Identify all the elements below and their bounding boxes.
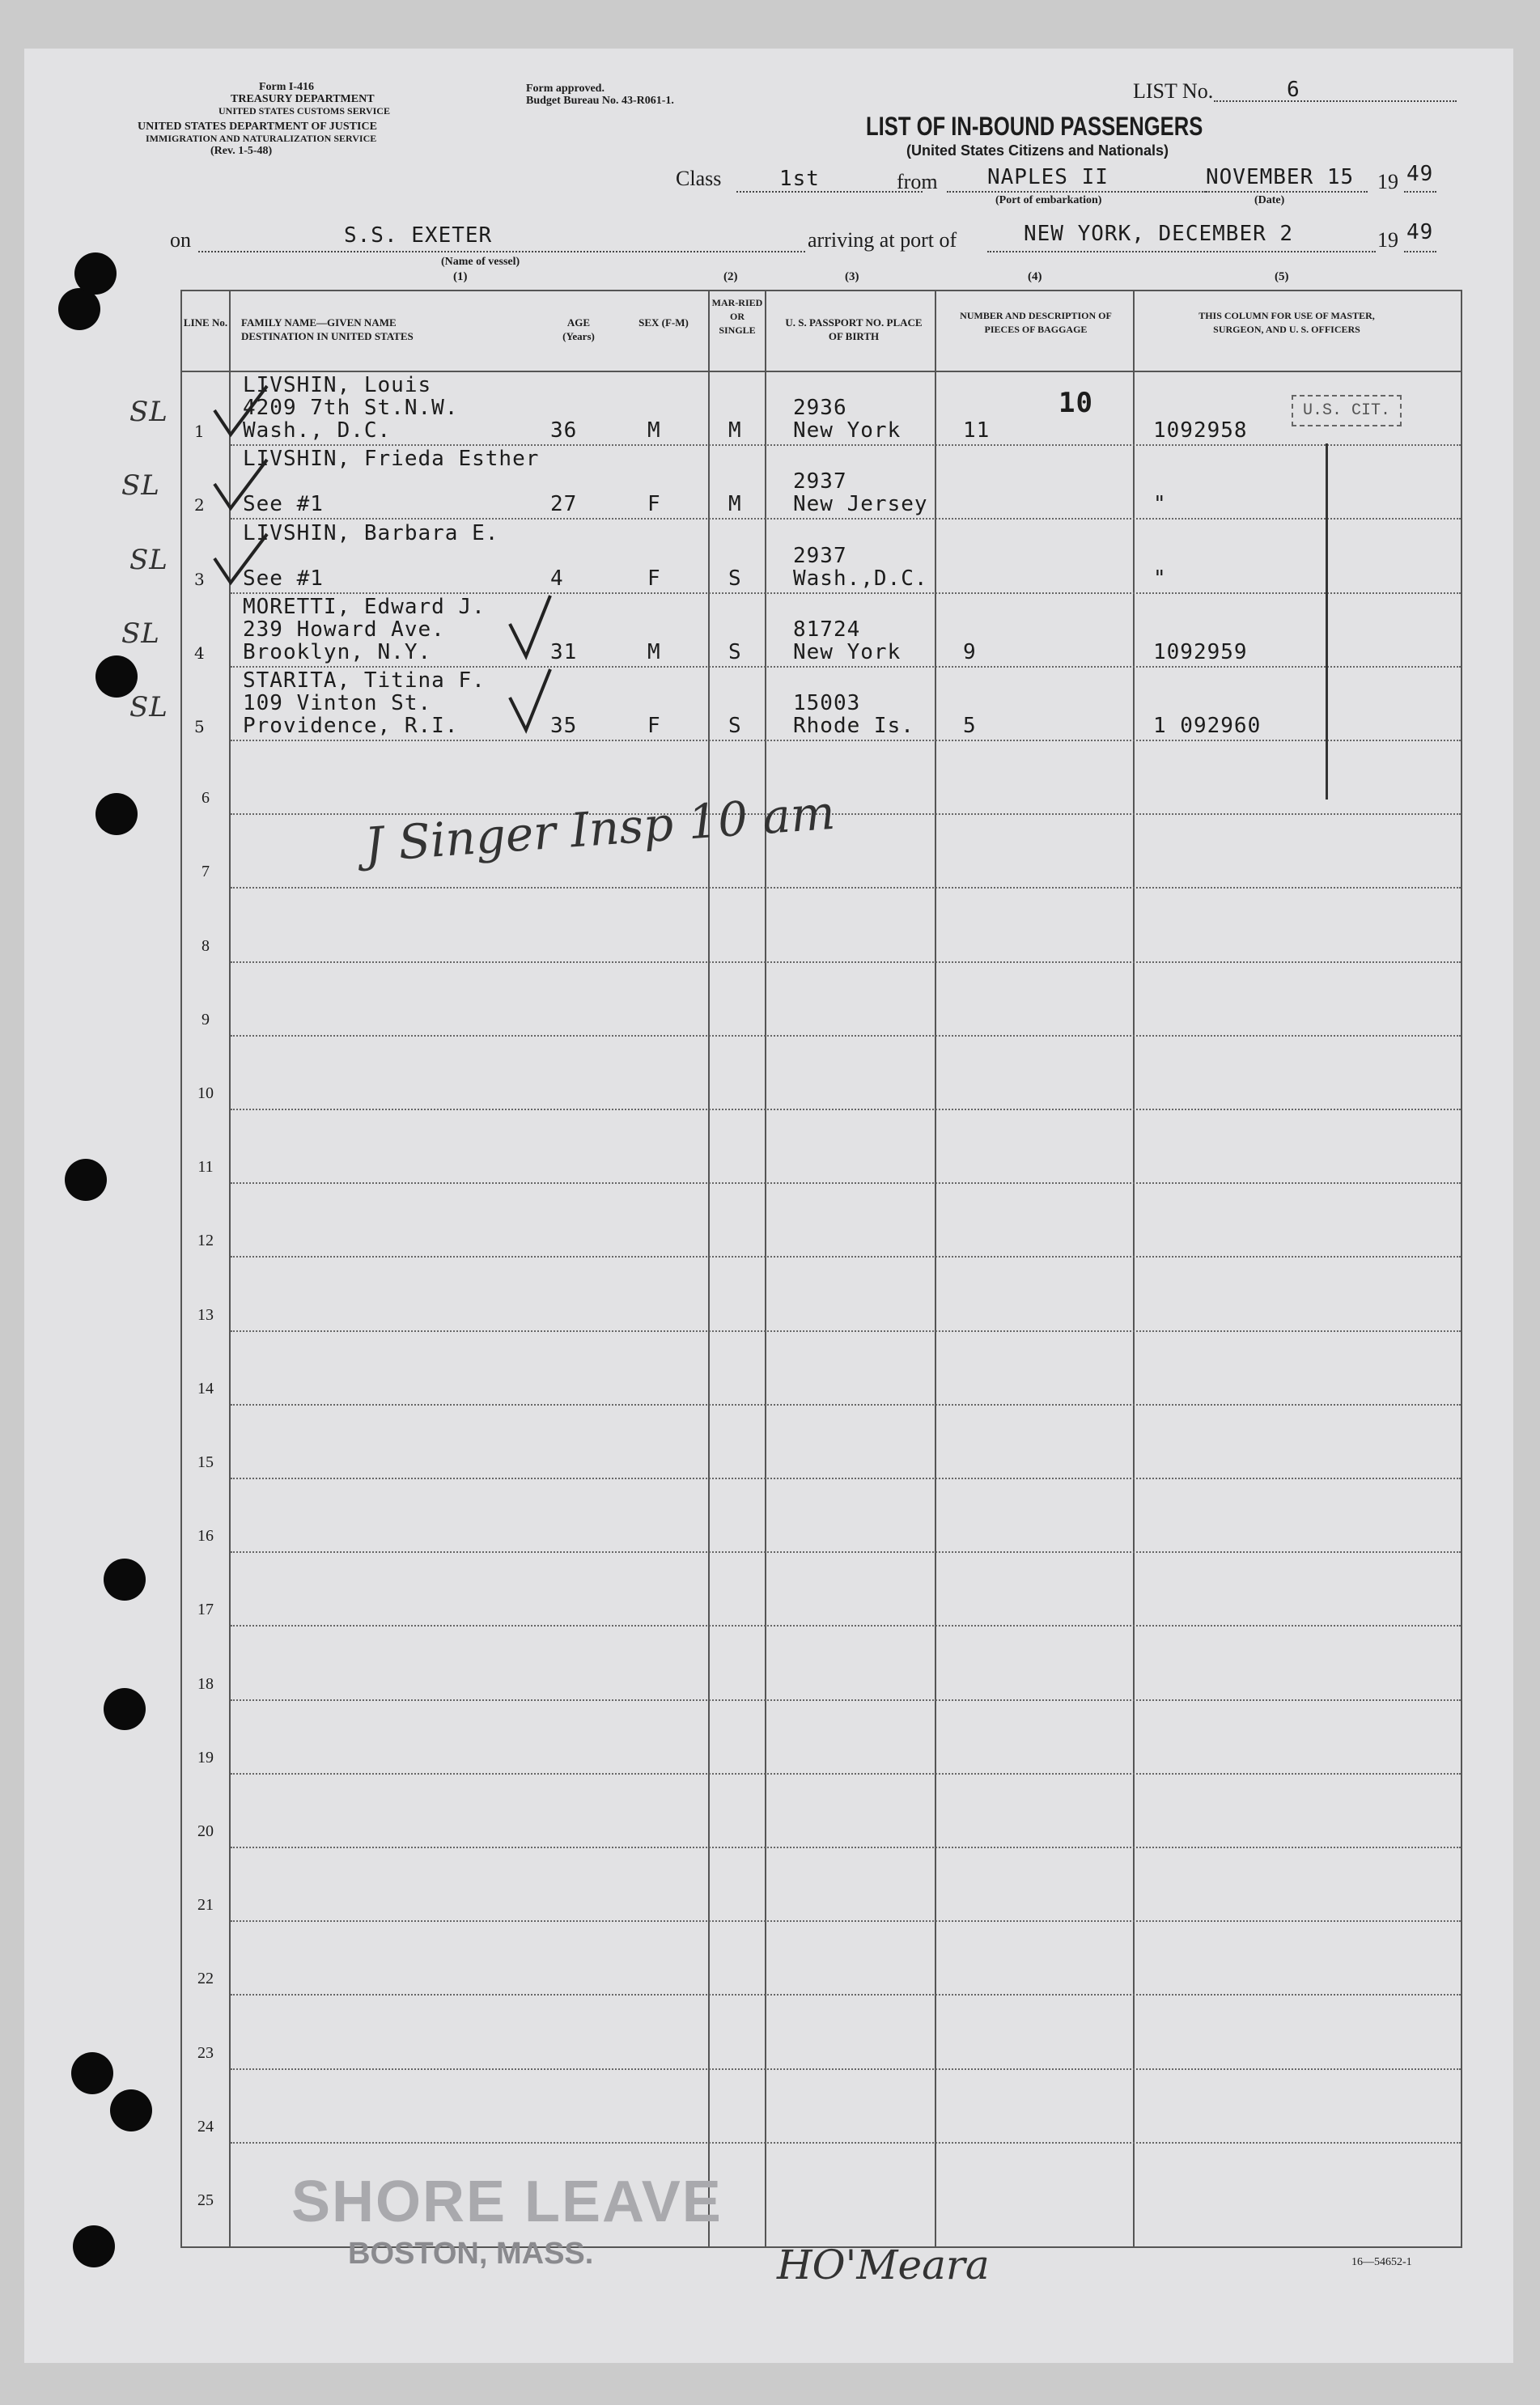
baggage-extra-count: 10 xyxy=(1058,387,1093,419)
row-number: 9 xyxy=(202,1010,210,1029)
year-prefix-1: 19 xyxy=(1377,170,1398,193)
header-destination: DESTINATION IN UNITED STATES xyxy=(241,330,414,342)
margin-note: SL xyxy=(121,469,160,503)
row-divider xyxy=(231,1035,1461,1037)
footer-code: 16—54652-1 xyxy=(1351,2256,1412,2268)
passenger-sex: M xyxy=(647,418,661,443)
row-number: 6 xyxy=(202,789,210,808)
punch-hole xyxy=(65,1159,107,1201)
punch-hole xyxy=(104,1559,146,1601)
shore-leave-stamp: SHORE LEAVE xyxy=(291,2170,723,2234)
row-number: 21 xyxy=(197,1896,214,1915)
passenger-address: 239 Howard Ave. xyxy=(243,617,445,642)
passenger-destination: See #1 xyxy=(243,566,324,591)
punch-hole xyxy=(104,1688,146,1730)
check-mark-icon xyxy=(502,665,578,738)
row-divider xyxy=(231,1773,1461,1775)
passenger-name: LIVSHIN, Barbara E. xyxy=(243,520,499,545)
port-embark-caption: (Port of embarkation) xyxy=(995,194,1102,206)
margin-note: SL xyxy=(129,543,168,576)
passenger-name: STARITA, Titina F. xyxy=(243,668,486,693)
row-number: 13 xyxy=(197,1305,214,1324)
row-divider xyxy=(231,666,1461,668)
margin-note: SL xyxy=(121,617,160,650)
header-passport: U. S. PASSPORT NO. PLACE OF BIRTH xyxy=(785,316,923,342)
row-divider xyxy=(231,2068,1461,2070)
punch-hole xyxy=(95,793,138,835)
passenger-age: 35 xyxy=(550,714,578,738)
vessel-name: S.S. EXETER xyxy=(344,223,493,248)
embark-date: NOVEMBER 15 xyxy=(1206,165,1355,189)
us-citizen-stamp: U.S. CIT. xyxy=(1292,395,1402,426)
passenger-name: MORETTI, Edward J. xyxy=(243,594,486,619)
col-num-3: (3) xyxy=(845,270,859,283)
passenger-marital-status: M xyxy=(728,418,742,443)
col-num-2: (2) xyxy=(723,270,738,283)
margin-note: SL xyxy=(129,691,168,723)
approval-text: Form approved. xyxy=(526,83,605,95)
arrival-year: 49 xyxy=(1406,220,1434,244)
approval-block xyxy=(526,83,674,107)
passenger-sex: F xyxy=(647,566,661,591)
date-caption: (Date) xyxy=(1254,194,1285,206)
punch-hole xyxy=(110,2089,152,2131)
year-prefix-2: 19 xyxy=(1377,228,1398,252)
row-number: 12 xyxy=(197,1232,214,1250)
officer-signature: HO'Meara xyxy=(777,2242,990,2288)
embark-year: 49 xyxy=(1406,162,1434,186)
officer-number: " xyxy=(1153,566,1167,591)
header-officers: THIS COLUMN FOR USE OF MASTER, SURGEON, AND U. S. OFFICERS xyxy=(1198,310,1375,335)
passport-number: 15003 xyxy=(793,691,861,715)
row-number: 1 xyxy=(194,422,206,442)
place-of-birth: New York xyxy=(793,639,902,664)
header-line-no: LINE No. xyxy=(183,316,228,329)
col-num-4: (4) xyxy=(1028,270,1042,283)
passenger-sex: F xyxy=(647,714,661,738)
form-number: Form I-416 xyxy=(259,81,315,93)
header-baggage: NUMBER AND DESCRIPTION OF PIECES OF BAGGAGE xyxy=(960,310,1112,335)
header-name-block xyxy=(241,316,414,343)
on-label: on xyxy=(170,228,191,252)
treasury-label: TREASURY DEPARTMENT xyxy=(231,93,375,105)
arriving-label: arriving at port of xyxy=(808,228,957,252)
punch-hole xyxy=(71,2052,113,2094)
row-divider xyxy=(231,1256,1461,1258)
justice-label: UNITED STATES DEPARTMENT OF JUSTICE xyxy=(138,121,377,133)
check-mark-icon xyxy=(502,592,578,664)
row-divider xyxy=(231,1847,1461,1848)
class-value: 1st xyxy=(779,167,820,191)
passenger-sex: M xyxy=(647,639,661,664)
from-label: from xyxy=(897,170,938,193)
officer-number: " xyxy=(1153,492,1167,517)
class-label: Class xyxy=(676,167,722,190)
row-number: 20 xyxy=(197,1822,214,1840)
passenger-address: 109 Vinton St. xyxy=(243,691,432,715)
customs-label: UNITED STATES CUSTOMS SERVICE xyxy=(218,105,390,117)
list-number-label: LIST No. xyxy=(1133,79,1214,103)
passenger-sex: F xyxy=(647,492,661,517)
row-divider xyxy=(231,1109,1461,1110)
passenger-marital-status: S xyxy=(728,714,742,738)
margin-note: SL xyxy=(129,396,168,429)
baggage-count: 5 xyxy=(963,714,977,738)
row-divider xyxy=(231,1994,1461,1996)
col-num-5: (5) xyxy=(1275,270,1289,283)
passenger-age: 4 xyxy=(550,566,564,591)
port-of-embarkation: NAPLES II xyxy=(987,165,1109,189)
passenger-age: 27 xyxy=(550,492,578,517)
row-number: 15 xyxy=(197,1453,214,1471)
row-number: 19 xyxy=(197,1748,214,1767)
check-mark-icon xyxy=(210,518,283,591)
passenger-name: LIVSHIN, Louis xyxy=(243,373,432,398)
row-divider xyxy=(231,1699,1461,1701)
boston-stamp: BOSTON, MASS. xyxy=(348,2237,594,2271)
passport-number: 2937 xyxy=(793,543,847,568)
row-divider xyxy=(231,1182,1461,1184)
col-num-1: (1) xyxy=(453,270,468,283)
passport-number: 2936 xyxy=(793,396,847,421)
passenger-destination: Wash., D.C. xyxy=(243,418,392,443)
row-number: 8 xyxy=(202,936,210,955)
row-divider xyxy=(231,1920,1461,1922)
passport-number: 2937 xyxy=(793,469,847,494)
rev-label: (Rev. 1-5-48) xyxy=(210,145,273,157)
header-age: AGE (Years) xyxy=(562,316,595,342)
row-number: 10 xyxy=(197,1084,214,1102)
header-name: FAMILY NAME—GIVEN NAME xyxy=(241,316,397,329)
row-number: 16 xyxy=(197,1527,214,1546)
row-divider xyxy=(231,2142,1461,2144)
form-subtitle: (United States Citizens and Nationals) xyxy=(906,142,1169,159)
check-mark-icon xyxy=(210,443,283,516)
passenger-destination: Providence, R.I. xyxy=(243,714,459,738)
row-divider xyxy=(231,887,1461,889)
punch-hole xyxy=(74,252,117,295)
place-of-birth: New York xyxy=(793,418,902,443)
passenger-destination: Brooklyn, N.Y. xyxy=(243,639,432,664)
row-divider xyxy=(231,1330,1461,1332)
list-number-value: 6 xyxy=(1287,78,1300,102)
row-divider xyxy=(231,592,1461,594)
passenger-name: LIVSHIN, Frieda Esther xyxy=(243,447,540,472)
place-of-birth: Wash.,D.C. xyxy=(793,566,928,591)
row-number: 11 xyxy=(197,1158,214,1177)
passport-number: 81724 xyxy=(793,617,861,642)
ins-label: IMMIGRATION AND NATURALIZATION SERVICE xyxy=(146,133,377,144)
baggage-count: 9 xyxy=(963,639,977,664)
row-divider xyxy=(231,1478,1461,1479)
check-mark-icon xyxy=(210,370,283,443)
officer-number: 1092959 xyxy=(1153,639,1248,664)
officer-number: 1 092960 xyxy=(1153,714,1262,738)
inspector-note: J Singer Insp 10 am xyxy=(363,784,838,873)
row-number: 7 xyxy=(202,863,210,881)
officer-number: 1092958 xyxy=(1153,418,1248,443)
row-divider xyxy=(231,1404,1461,1406)
manifest-page xyxy=(24,49,1513,2363)
passenger-marital-status: S xyxy=(728,639,742,664)
passenger-address: 4209 7th St.N.W. xyxy=(243,396,459,421)
header-sex: SEX (F-M) xyxy=(638,316,689,329)
row-divider xyxy=(231,740,1461,741)
row-divider xyxy=(231,518,1461,520)
row-number: 4 xyxy=(194,643,206,663)
row-divider xyxy=(231,1625,1461,1627)
place-of-birth: Rhode Is. xyxy=(793,714,914,738)
baggage-count: 11 xyxy=(963,418,991,443)
budget-text: Budget Bureau No. 43-R061-1. xyxy=(526,95,674,107)
passenger-age: 36 xyxy=(550,418,578,443)
row-number: 18 xyxy=(197,1674,214,1693)
row-divider xyxy=(231,961,1461,963)
form-title: LIST OF IN-BOUND PASSENGERS xyxy=(866,112,1203,141)
row-divider xyxy=(231,444,1461,446)
vessel-caption: (Name of vessel) xyxy=(441,256,520,268)
punch-hole xyxy=(73,2225,115,2267)
row-number: 17 xyxy=(197,1601,214,1619)
row-number: 25 xyxy=(197,2191,214,2209)
passenger-marital-status: S xyxy=(728,566,742,591)
place-of-birth: New Jersey xyxy=(793,492,928,517)
row-number: 23 xyxy=(197,2043,214,2062)
passenger-age: 31 xyxy=(550,639,578,664)
punch-hole xyxy=(95,655,138,698)
row-number: 24 xyxy=(197,2117,214,2136)
header-married: MAR-RIED OR SINGLE xyxy=(711,297,763,336)
agency-header xyxy=(138,81,390,157)
passenger-marital-status: M xyxy=(728,492,742,517)
row-number: 2 xyxy=(194,495,206,515)
row-number: 22 xyxy=(197,1970,214,1988)
port-of-arrival: NEW YORK, DECEMBER 2 xyxy=(1024,222,1294,246)
row-number: 14 xyxy=(197,1379,214,1398)
row-number: 3 xyxy=(194,569,206,589)
passenger-destination: See #1 xyxy=(243,492,324,517)
row-number: 5 xyxy=(194,717,206,736)
row-divider xyxy=(231,1551,1461,1553)
